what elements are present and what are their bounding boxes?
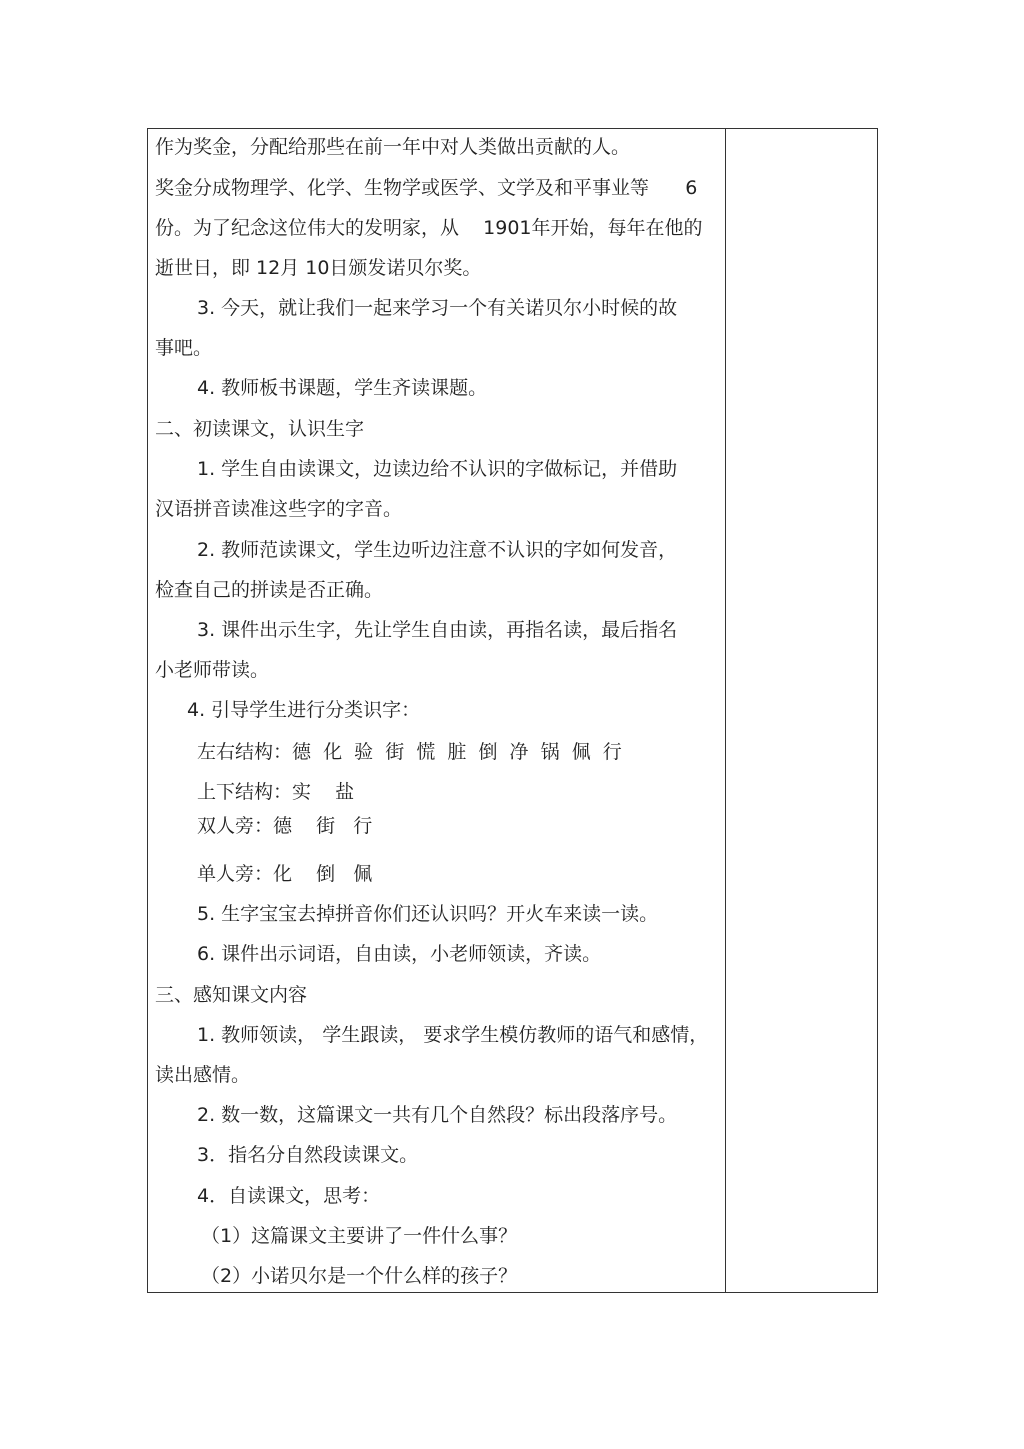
section-heading: 二、初读课文，认识生字 [155, 418, 365, 440]
text-line: 逝世日，即 12月 10日颁发诺贝尔奖。 [155, 257, 482, 279]
section-heading: 三、感知课文内容 [155, 984, 308, 1006]
text-line: 1. 学生自由读课文，边读边给不认识的字做标记，并借助 [197, 458, 678, 480]
text-line: 上下结构：实 盐 [197, 781, 355, 803]
text-line: 2. 教师范读课文，学生边听边注意不认识的字如何发音， [197, 539, 678, 561]
text-line: 6. 课件出示词语，自由读，小老师领读，齐读。 [197, 943, 602, 965]
text-line: 汉语拼音读准这些字的字音。 [155, 498, 403, 520]
text-line: （1）这篇课文主要讲了一件什么事？ [201, 1225, 518, 1247]
notes-column-empty [727, 130, 876, 1291]
text-line: 事吧。 [155, 337, 213, 359]
text-line: 3. 课件出示生字，先让学生自由读，再指名读，最后指名 [197, 619, 678, 641]
text-line: （2）小诺贝尔是一个什么样的孩子？ [201, 1265, 518, 1287]
text-line: 3．指名分自然段读课文。 [197, 1144, 419, 1166]
text-line: 双人旁：德 街 行 [197, 815, 373, 837]
text-line: 3. 今天，就让我们一起来学习一个有关诺贝尔小时候的故 [197, 297, 678, 319]
text-line: 4．自读课文，思考： [197, 1185, 381, 1207]
text-line: 左右结构：德 化 验 街 慌 脏 倒 净 锅 佩 行 [197, 741, 622, 763]
text-line: 单人旁：化 倒 佩 [197, 863, 373, 885]
text-line: 1. 教师领读， 学生跟读， 要求学生模仿教师的语气和感情， [197, 1024, 709, 1046]
text-line: 奖金分成物理学、化学、生物学或医学、文学及和平事业等 6 [155, 177, 698, 199]
text-line: 5. 生字宝宝去掉拼音你们还认识吗？开火车来读一读。 [197, 903, 659, 925]
text-line: 小老师带读。 [155, 659, 270, 681]
text-line: 份。为了纪念这位伟大的发明家，从 1901年开始，每年在他的 [155, 217, 703, 239]
text-line: 4. 教师板书课题，学生齐读课题。 [197, 377, 488, 399]
text-line: 检查自己的拼读是否正确。 [155, 579, 384, 601]
text-line: 4. 引导学生进行分类识字： [187, 699, 421, 721]
text-line: 2. 数一数，这篇课文一共有几个自然段？标出段落序号。 [197, 1104, 678, 1126]
text-line: 作为奖金，分配给那些在前一年中对人类做出贡献的人。 [155, 136, 631, 158]
column-divider [725, 128, 726, 1293]
text-line: 读出感情。 [155, 1064, 251, 1086]
